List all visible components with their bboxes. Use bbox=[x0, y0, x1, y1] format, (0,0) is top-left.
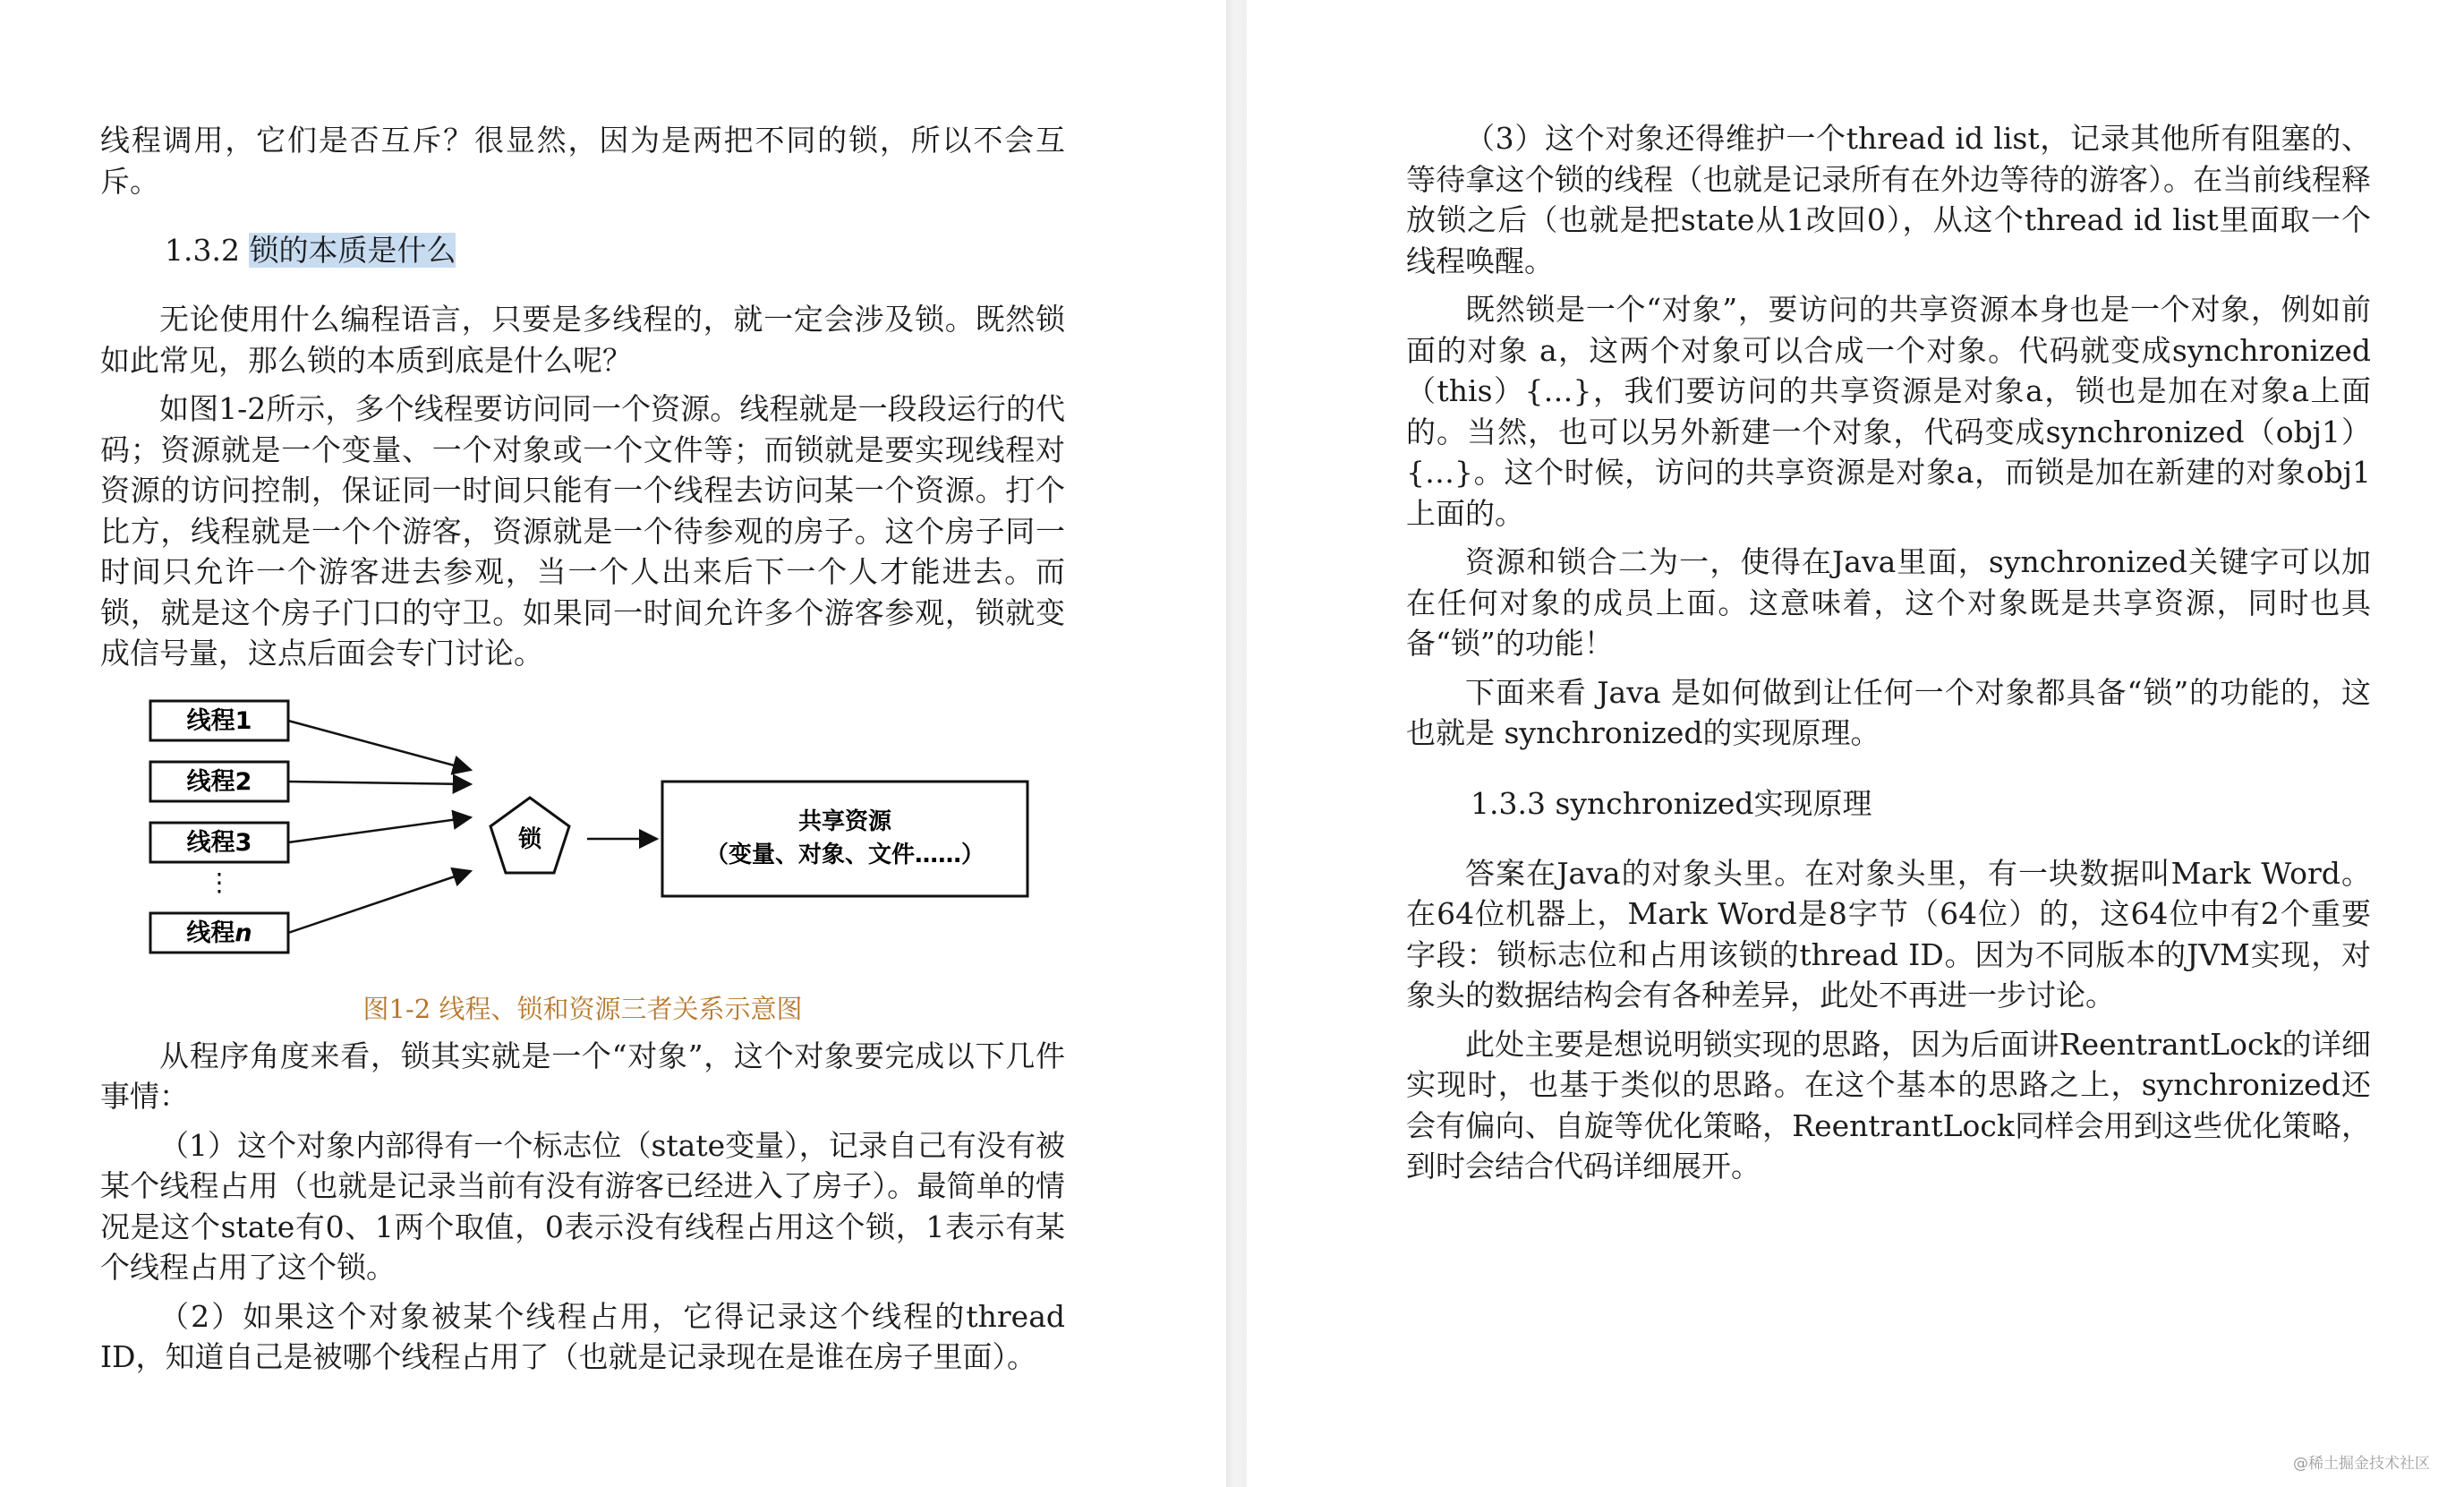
thread-label-2: 线程2 bbox=[186, 767, 252, 796]
body-paragraph: 如图1-2所示，多个线程要访问同一个资源。线程就是一段段运行的代码；资源就是一个变量、一个对象或一个文件等；而锁就是要实现线程对资源的访问控制，保证同一时间只能有一个线程去访问某一个资源。打个比方，线程就是一个个游客，资源就是一个待参观的房子。这个房子同一时间只允许一个游客进去参观，当一个人出来后下一个人才能进去。而锁，就是这个房子门口的守卫。如果同一时间允许多个游客参观，锁就变成信号量，这点后面会专门讨论。 bbox=[100, 391, 1065, 671]
lock-pentagon bbox=[490, 798, 569, 873]
thread-box-n bbox=[150, 913, 288, 953]
body-paragraph: 答案在Java的对象头里。在对象头里，有一块数据叫Mark Word。在64位机器上，Mark Word是8字节（64位）的，这64位中有2个重要字段：锁标志位和占用该锁的thread ID。因为不同版本的JVM实现，对象头的数据结构会有各种差异，此处不再进一步讨论。 bbox=[1406, 855, 2371, 1013]
body-paragraph: 无论使用什么编程语言，只要是多线程的，就一定会涉及锁。既然锁如此常见，那么锁的本质到底是什么呢？ bbox=[100, 302, 1065, 378]
thread-box-1 bbox=[150, 701, 288, 740]
thread-label-3: 线程3 bbox=[186, 828, 252, 857]
shared-resource-box bbox=[662, 782, 1027, 896]
arrow-thread2-lock bbox=[288, 782, 471, 784]
list-item-2: （2）如果这个对象被某个线程占用，它得记录这个线程的thread ID，知道自己是被哪个线程占用了（也就是记录现在是谁在房子里面）。 bbox=[100, 1298, 1065, 1374]
thread-lock-resource-figure bbox=[122, 692, 1053, 970]
section-heading-1-3-3: 1.3.3 synchronized实现原理 bbox=[1471, 785, 1872, 821]
arrow-thread3-lock bbox=[288, 817, 471, 842]
thread-label-1: 线程1 bbox=[186, 706, 252, 735]
resource-detail: （变量、对象、文件……） bbox=[704, 841, 985, 868]
watermark: @稀土掘金技术社区 bbox=[2293, 1455, 2430, 1473]
thread-box-2 bbox=[150, 762, 288, 801]
body-paragraph: 此处主要是想说明锁实现的思路，因为后面讲ReentrantLock的详细实现时，也基于类似的思路。在这个基本的思路之上，synchronized还会有偏向、自旋等优化策略，ReentrantLock同样会用到这些优化策略，到时会结合代码详细展开。 bbox=[1406, 1026, 2371, 1184]
intro-paragraph: 线程调用，它们是否互斥？很显然，因为是两把不同的锁，所以不会互斥。 bbox=[100, 123, 1065, 199]
arrow-threadn-lock bbox=[288, 871, 471, 933]
section-heading-1-3-2 bbox=[100, 230, 1065, 270]
figure-caption: 图1-2 线程、锁和资源三者关系示意图 bbox=[362, 993, 803, 1024]
thread-box-3 bbox=[150, 823, 288, 862]
body-paragraph: 从程序角度来看，锁其实就是一个“对象”，这个对象要完成以下几件事情： bbox=[100, 1038, 1065, 1114]
thread-ellipsis: ⋮ bbox=[207, 867, 232, 897]
resource-title: 共享资源 bbox=[797, 808, 892, 835]
list-item-3: （3）这个对象还得维护一个thread id list，记录其他所有阻塞的、等待拿这个锁的线程（也就是记录所有在外边等待的游客）。在当前线程释放锁之后（也就是把state从1改回0），从这个thread id list里面取一个线程唤醒。 bbox=[1406, 121, 2371, 278]
right-text-column bbox=[1406, 118, 2371, 1187]
page-gutter bbox=[1226, 0, 1247, 1487]
selected-heading-title[interactable]: 锁的本质是什么 bbox=[249, 233, 456, 268]
arrow-thread1-lock bbox=[288, 721, 471, 770]
right-page bbox=[1247, 0, 2464, 1487]
body-paragraph: 既然锁是一个“对象”，要访问的共享资源本身也是一个对象，例如前面的对象 a，这两个对象可以合成一个对象。代码就变成synchronized（this）{…}，我们要访问的共享资源是对象a，锁也是加在对象a上面的。当然，也可以另外新建一个对象，代码变成synchronized（obj1）{…}。这个时候，访问的共享资源是对象a，而锁是加在新建的对象obj1上面的。 bbox=[1406, 292, 2371, 531]
thread-label-n: 线程n bbox=[186, 919, 252, 947]
left-page bbox=[0, 0, 1226, 1487]
heading-number: 1.3.2 bbox=[165, 233, 250, 268]
left-text-column bbox=[100, 120, 1065, 1378]
body-paragraph: 下面来看 Java 是如何做到让任何一个对象都具备“锁”的功能的，这也就是 synchronized的实现原理。 bbox=[1406, 674, 2371, 750]
body-paragraph: 资源和锁合二为一，使得在Java里面，synchronized关键字可以加在任何对象的成员上面。这意味着，这个对象既是共享资源，同时也具备“锁”的功能！ bbox=[1406, 544, 2371, 661]
lock-label: 锁 bbox=[517, 825, 542, 853]
list-item-1: （1）这个对象内部得有一个标志位（state变量），记录自己有没有被某个线程占用（也就是记录当前有没有游客已经进入了房子）。最简单的情况是这个state有0、1两个取值，0表示没有线程占用这个锁，1表示有某个线程占用了这个锁。 bbox=[100, 1127, 1065, 1285]
